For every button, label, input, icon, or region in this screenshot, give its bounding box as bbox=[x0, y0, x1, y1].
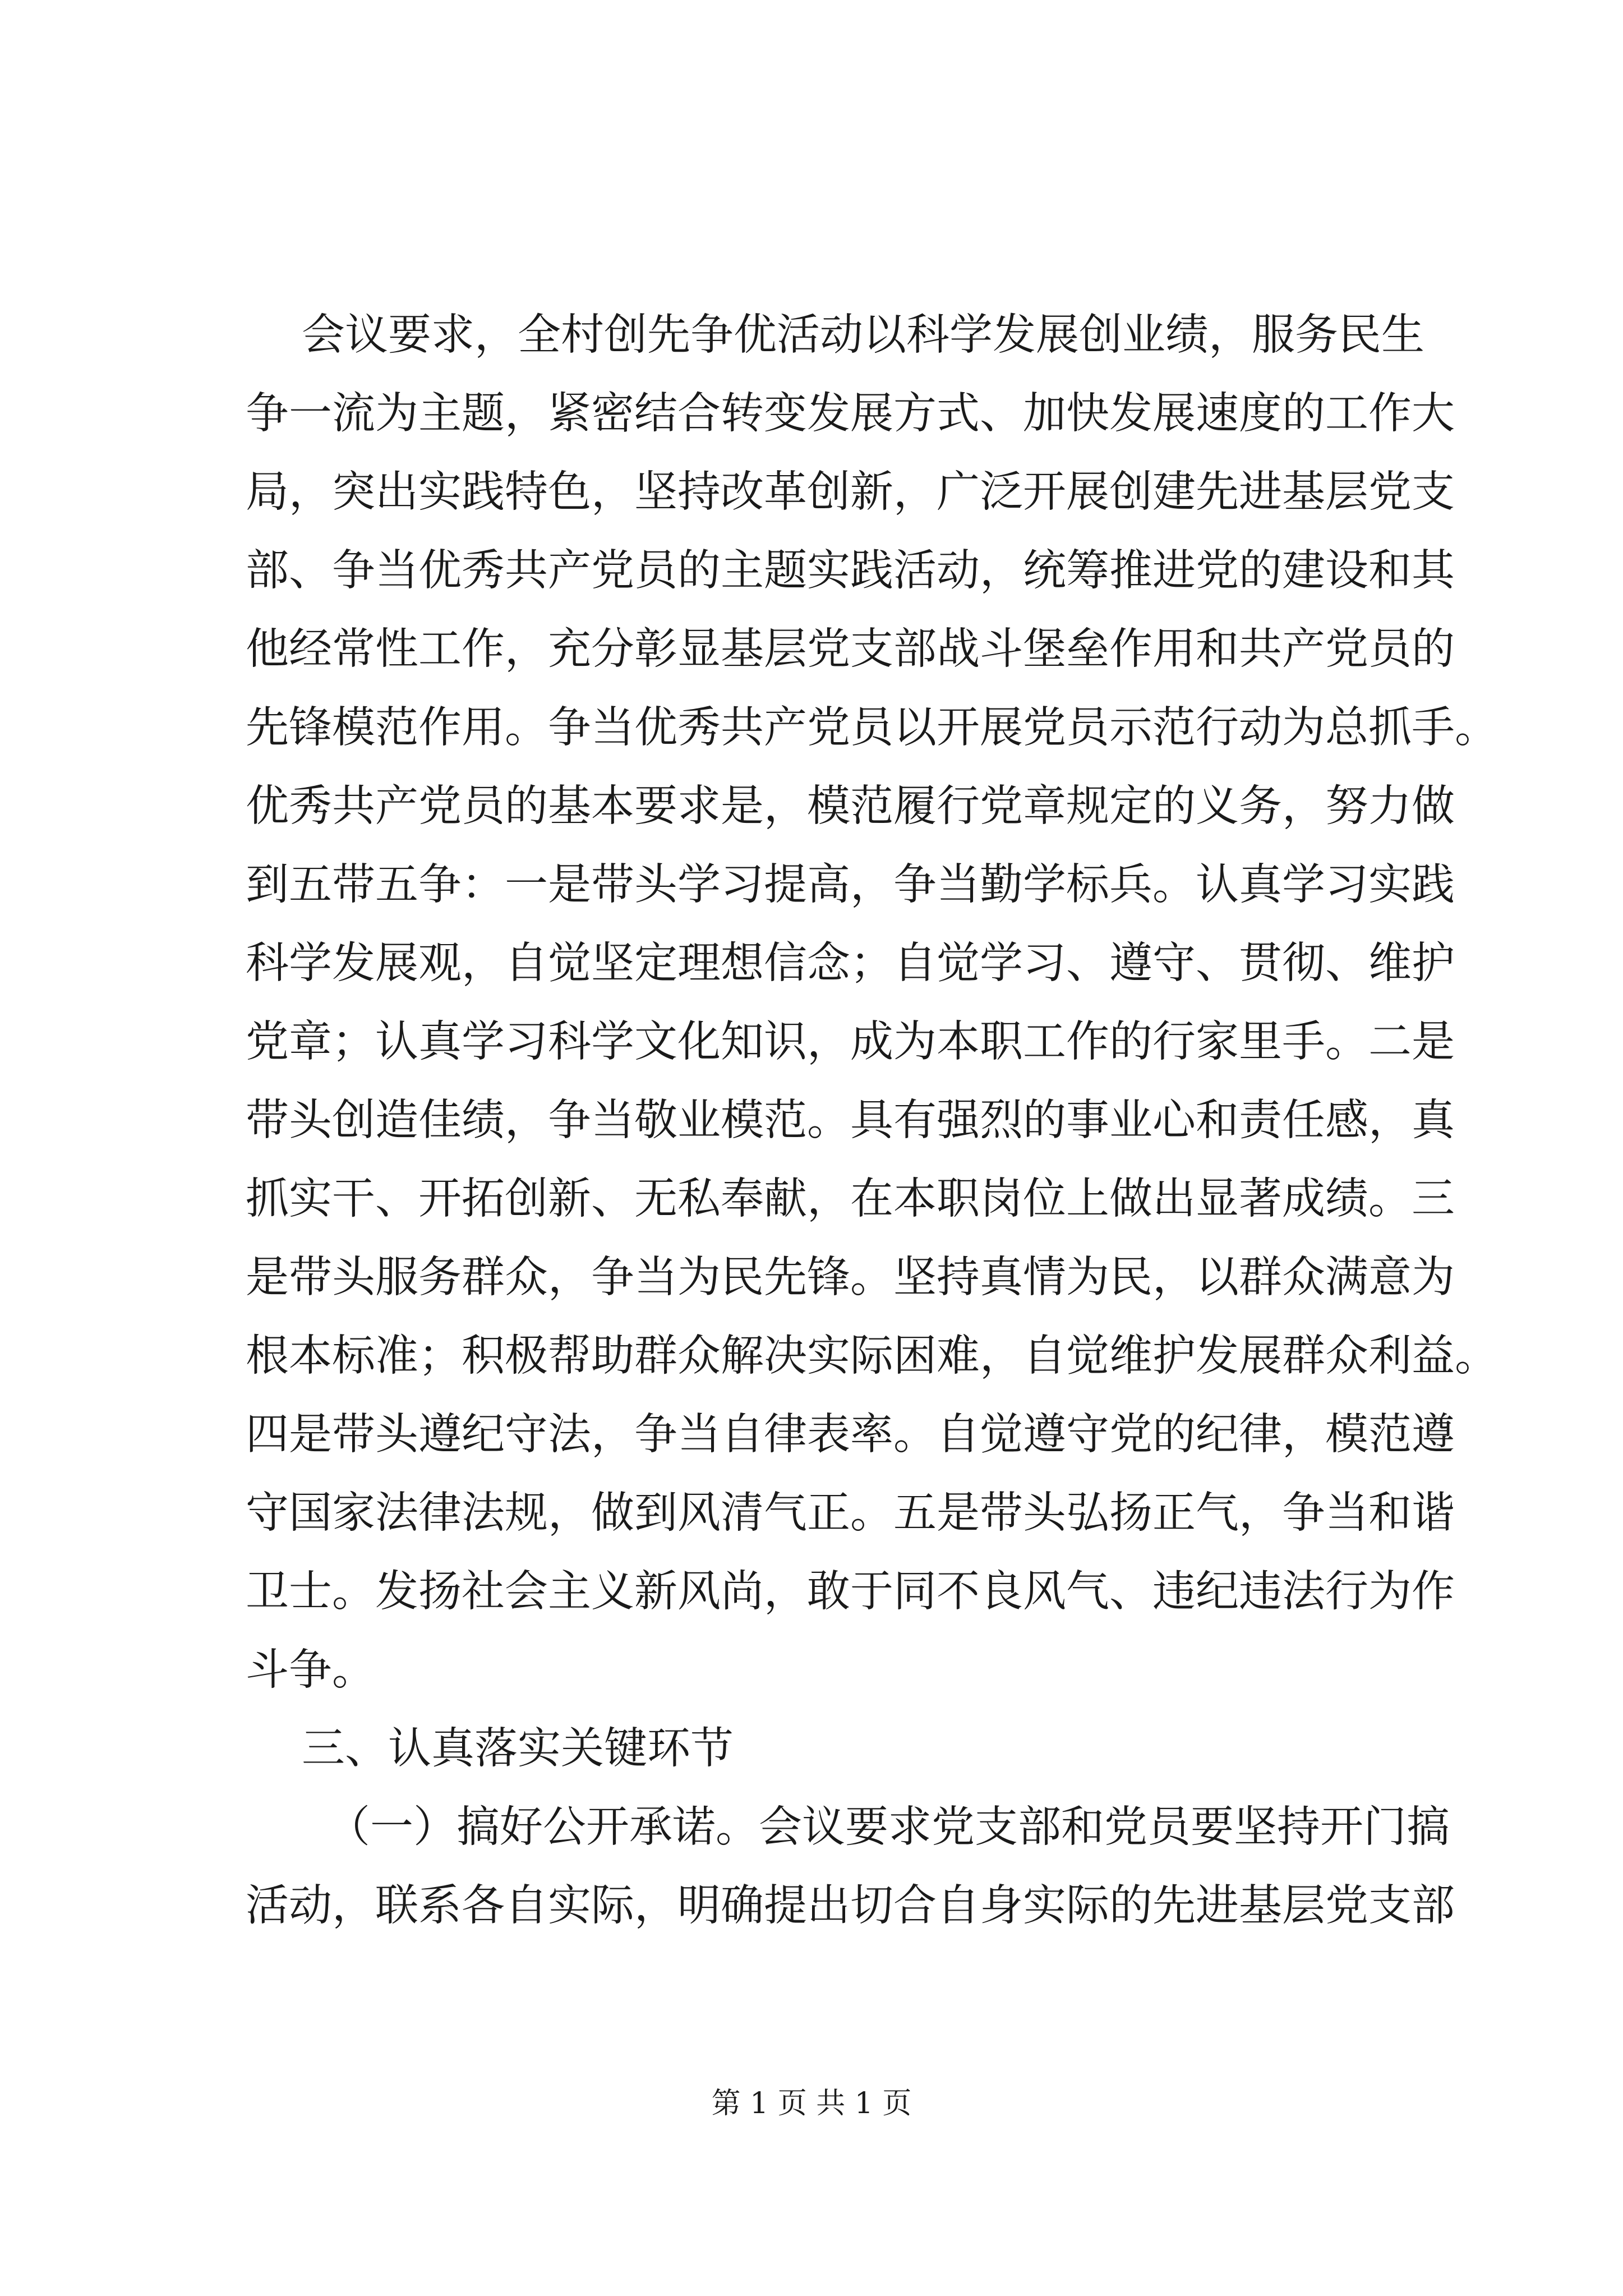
paragraph-line: 到五带五争：一是带头学习提高，争当勤学标兵。认真学习实践 bbox=[246, 860, 1455, 910]
paragraph-line: 科学发展观，自觉坚定理想信念；自觉学习、遵守、贯彻、维护 bbox=[246, 938, 1455, 988]
paragraph-line: 卫士。发扬社会主义新风尚，敢于同不良风气、违纪违法行为作 bbox=[246, 1567, 1455, 1617]
paragraph-line: 活动，联系各自实际，明确提出切合自身实际的先进基层党支部 bbox=[246, 1881, 1455, 1931]
paragraph-line: 带头创造佳绩，争当敬业模范。具有强烈的事业心和责任感，真 bbox=[246, 1096, 1455, 1145]
paragraph-line: 根本标准；积极帮助群众解决实际困难，自觉维护发展群众利益。 bbox=[246, 1331, 1498, 1381]
paragraph-line: 局，突出实践特色，坚持改革创新，广泛开展创建先进基层党支 bbox=[246, 467, 1455, 517]
paragraph-line: 是带头服务群众，争当为民先锋。坚持真情为民，以群众满意为 bbox=[246, 1253, 1455, 1303]
section-heading: 三、认真落实关键环节 bbox=[302, 1724, 734, 1774]
paragraph-line: 争一流为主题，紧密结合转变发展方式、加快发展速度的工作大 bbox=[246, 389, 1455, 439]
paragraph-line: 先锋模范作用。争当优秀共产党员以开展党员示范行动为总抓手。 bbox=[246, 703, 1498, 753]
paragraph-line: 部、争当优秀共产党员的主题实践活动，统筹推进党的建设和其 bbox=[246, 546, 1455, 596]
page-number-footer: 第 1 页 共 1 页 bbox=[711, 2087, 912, 2120]
paragraph-line: 他经常性工作，充分彰显基层党支部战斗堡垒作用和共产党员的 bbox=[246, 624, 1455, 674]
paragraph-line: 四是带头遵纪守法，争当自律表率。自觉遵守党的纪律，模范遵 bbox=[246, 1410, 1455, 1460]
paragraph-line: 抓实干、开拓创新、无私奉献，在本职岗位上做出显著成绩。三 bbox=[246, 1174, 1455, 1224]
paragraph-line: 守国家法律法规，做到风清气正。五是带头弘扬正气，争当和谐 bbox=[246, 1488, 1455, 1538]
paragraph-line: 党章；认真学习科学文化知识，成为本职工作的行家里手。二是 bbox=[246, 1017, 1455, 1067]
paragraph-line: （一）搞好公开承诺。会议要求党支部和党员要坚持开门搞 bbox=[327, 1802, 1450, 1852]
document-body bbox=[246, 296, 1498, 1945]
paragraph-line: 优秀共产党员的基本要求是，模范履行党章规定的义务，努力做 bbox=[246, 781, 1455, 831]
paragraph-line: 会议要求，全村创先争优活动以科学发展创业绩，服务民生 bbox=[302, 310, 1424, 360]
paragraph-line: 斗争。 bbox=[246, 1645, 375, 1695]
